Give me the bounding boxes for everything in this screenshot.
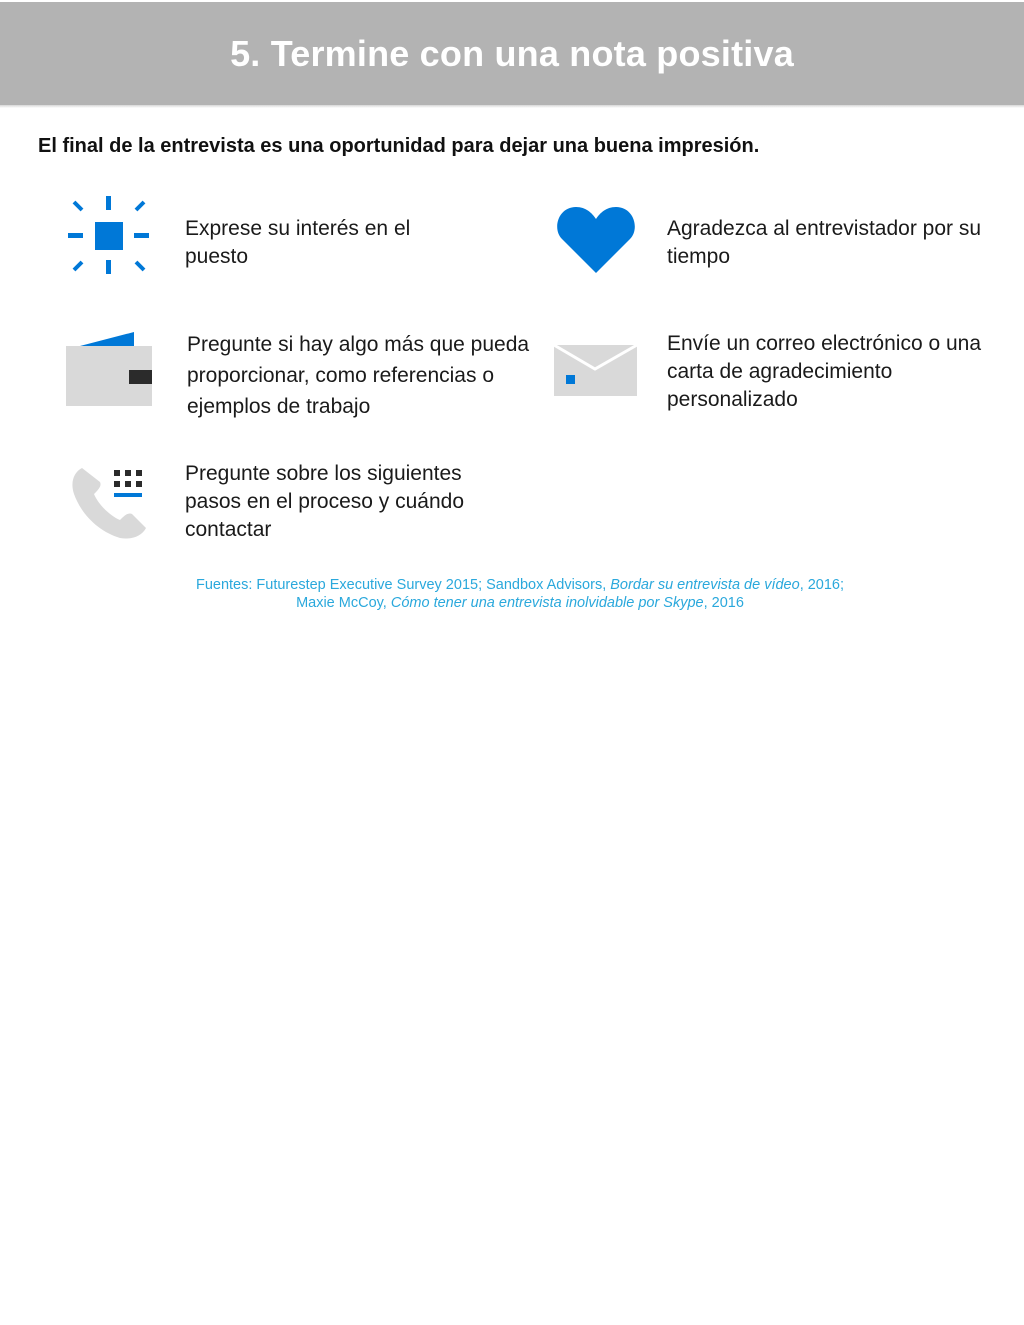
wallet-icon <box>66 330 154 408</box>
sparkle-square-icon <box>66 193 152 279</box>
page-title: 5. Termine con una nota positiva <box>230 32 794 74</box>
item-text-next-steps: Pregunte sobre los siguientes pasos en el proceso y cuándo contactar <box>185 462 465 541</box>
sources-line-1: Fuentes: Futurestep Executive Survey 2015; Sandbox Advisors, Bordar su entrevista de vídeo, 2016; <box>195 577 845 593</box>
sources-line-2: Maxie McCoy, Cómo tener una entrevista inolvidable por Skype, 2016 <box>296 595 744 611</box>
sources-footnote <box>0 576 1024 612</box>
item-text-provide-more: Pregunte si hay algo más que pueda proporcionar, como referencias o ejemplos de trabajo <box>187 333 530 418</box>
header-bar <box>0 2 1024 105</box>
item-text-send-thanks: Envíe un correo electrónico o una carta de agradecimiento personalizado <box>667 332 982 411</box>
phone-keypad-icon <box>70 462 152 542</box>
item-text-thank-interviewer: Agradezca al entrevistador por su tiempo <box>667 217 982 268</box>
envelope-icon <box>554 343 638 397</box>
intro-text: El final de la entrevista es una oportunidad para dejar una buena impresión. <box>38 135 760 157</box>
heart-icon <box>556 205 636 275</box>
header-shadow <box>0 105 1024 108</box>
item-text-express-interest: Exprese su interés en el puesto <box>185 217 411 268</box>
